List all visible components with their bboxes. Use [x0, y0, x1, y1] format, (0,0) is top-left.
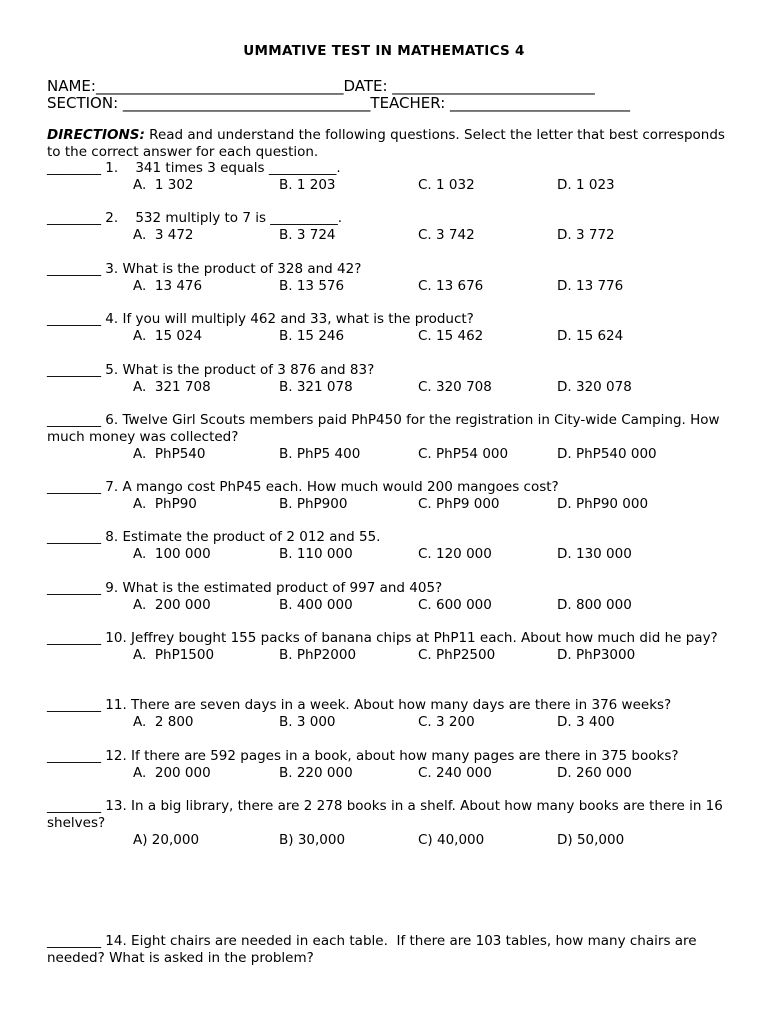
- choice-d: D. 130 000: [557, 546, 632, 562]
- section-teacher-line: SECTION: _________________________________TEACHER: ________________________: [47, 94, 631, 112]
- directions: [47, 127, 737, 161]
- choice-b: B. 3 724: [279, 227, 336, 243]
- question-stem: ________ 12. If there are 592 pages in a book, about how many pages are there in 375 books?: [47, 748, 679, 764]
- question-stem: ________ 6. Twelve Girl Scouts members paid PhP450 for the registration in City-wide Camping. How much money was collected?: [47, 412, 724, 445]
- choice-c: C) 40,000: [418, 832, 485, 848]
- choice-c: C. 13 676: [418, 278, 484, 294]
- choice-a: A. 3 472: [133, 227, 194, 243]
- question-13: [47, 798, 737, 849]
- question-stem: ________ 7. A mango cost PhP45 each. How much would 200 mangoes cost?: [47, 479, 559, 495]
- choice-a: A. 200 000: [133, 765, 211, 781]
- choice-a: A. PhP1500: [133, 647, 215, 663]
- question-7: [47, 479, 737, 513]
- choices: [47, 278, 737, 295]
- question-stem: ________ 8. Estimate the product of 2 012 and 55.: [47, 529, 381, 545]
- question-3: [47, 261, 737, 295]
- question-stem: ________ 14. Eight chairs are needed in each table. If there are 103 tables, how many chairs are needed? What is asked in the problem?: [47, 933, 701, 966]
- choices: [47, 328, 737, 345]
- choice-b: B. PhP2000: [279, 647, 357, 663]
- choices: [47, 496, 737, 513]
- choice-d: D. 3 772: [557, 227, 615, 243]
- choices: [47, 597, 737, 614]
- choice-d: D. PhP90 000: [557, 496, 649, 512]
- choice-c: C. 1 032: [418, 177, 475, 193]
- choice-d: D. PhP3000: [557, 647, 636, 663]
- choices: [47, 446, 737, 463]
- question-stem: ________ 4. If you will multiply 462 and 33, what is the product?: [47, 311, 474, 327]
- choice-d: D. PhP540 000: [557, 446, 657, 462]
- choice-d: D. 800 000: [557, 597, 632, 613]
- question-stem: ________ 3. What is the product of 328 and 42?: [47, 261, 362, 277]
- choice-b: B. 321 078: [279, 379, 353, 395]
- choice-b: B. 1 203: [279, 177, 336, 193]
- directions-text: Read and understand the following questions. Select the letter that best corresponds to the correct answer for each question.: [47, 127, 725, 160]
- choice-b: B. 400 000: [279, 597, 353, 613]
- choice-d: D. 3 400: [557, 714, 615, 730]
- question-stem: ________ 13. In a big library, there are 2 278 books in a shelf. About how many books are there in 16 shelves?: [47, 798, 728, 831]
- choice-d: D. 260 000: [557, 765, 632, 781]
- question-4: [47, 311, 737, 345]
- choices: [47, 177, 737, 194]
- question-6: [47, 412, 737, 463]
- choices: [47, 546, 737, 563]
- question-8: [47, 529, 737, 563]
- choice-d: D. 15 624: [557, 328, 624, 344]
- choice-a: A. PhP90: [133, 496, 197, 512]
- choice-b: B. 3 000: [279, 714, 336, 730]
- question-10: [47, 630, 737, 664]
- choice-c: C. 240 000: [418, 765, 492, 781]
- choice-a: A. 15 024: [133, 328, 203, 344]
- question-1: [47, 160, 737, 194]
- question-stem: ________ 2. 532 multiply to 7 is __________.: [47, 210, 343, 226]
- choice-c: C. PhP54 000: [418, 446, 509, 462]
- choice-c: C. PhP2500: [418, 647, 496, 663]
- choice-d: D. 1 023: [557, 177, 615, 193]
- question-12: [47, 748, 737, 782]
- choices: [47, 647, 737, 664]
- name-date-line: NAME:_________________________________DATE: ___________________________: [47, 77, 595, 95]
- question-9: [47, 580, 737, 614]
- choice-a: A. PhP540: [133, 446, 206, 462]
- question-5: [47, 362, 737, 396]
- choice-b: B) 30,000: [279, 832, 346, 848]
- choice-c: C. 320 708: [418, 379, 492, 395]
- choice-b: B. 110 000: [279, 546, 353, 562]
- choice-c: C. 3 200: [418, 714, 475, 730]
- choice-b: B. 15 246: [279, 328, 345, 344]
- choice-a: A. 321 708: [133, 379, 211, 395]
- choices: [47, 714, 737, 731]
- question-stem: ________ 10. Jeffrey bought 155 packs of banana chips at PhP11 each. About how much did he pay?: [47, 630, 718, 646]
- choices: [47, 832, 737, 849]
- choice-a: A. 13 476: [133, 278, 203, 294]
- question-stem: ________ 1. 341 times 3 equals __________.: [47, 160, 341, 176]
- choice-c: C. 15 462: [418, 328, 484, 344]
- choice-d: D. 320 078: [557, 379, 632, 395]
- question-2: [47, 210, 737, 244]
- question-stem: ________ 11. There are seven days in a week. About how many days are there in 376 weeks?: [47, 697, 672, 713]
- choice-b: B. 220 000: [279, 765, 353, 781]
- choices: [47, 765, 737, 782]
- choice-d: D. 13 776: [557, 278, 624, 294]
- choice-b: B. 13 576: [279, 278, 345, 294]
- choice-a: A. 2 800: [133, 714, 194, 730]
- choice-b: B. PhP5 400: [279, 446, 361, 462]
- choice-c: C. 600 000: [418, 597, 492, 613]
- choice-b: B. PhP900: [279, 496, 348, 512]
- choice-a: A. 1 302: [133, 177, 194, 193]
- choice-d: D) 50,000: [557, 832, 625, 848]
- question-stem: ________ 9. What is the estimated product of 997 and 405?: [47, 580, 443, 596]
- choice-a: A. 100 000: [133, 546, 211, 562]
- question-11: [47, 697, 737, 731]
- choice-c: C. 3 742: [418, 227, 475, 243]
- choices: [47, 379, 737, 396]
- directions-label: DIRECTIONS:: [47, 127, 145, 143]
- choice-a: A. 200 000: [133, 597, 211, 613]
- choice-c: C. 120 000: [418, 546, 492, 562]
- choices: [47, 227, 737, 244]
- choice-a: A) 20,000: [133, 832, 200, 848]
- page-title: UMMATIVE TEST IN MATHEMATICS 4: [243, 43, 525, 59]
- question-stem: ________ 5. What is the product of 3 876 and 83?: [47, 362, 375, 378]
- question-14: [47, 933, 737, 967]
- choice-c: C. PhP9 000: [418, 496, 500, 512]
